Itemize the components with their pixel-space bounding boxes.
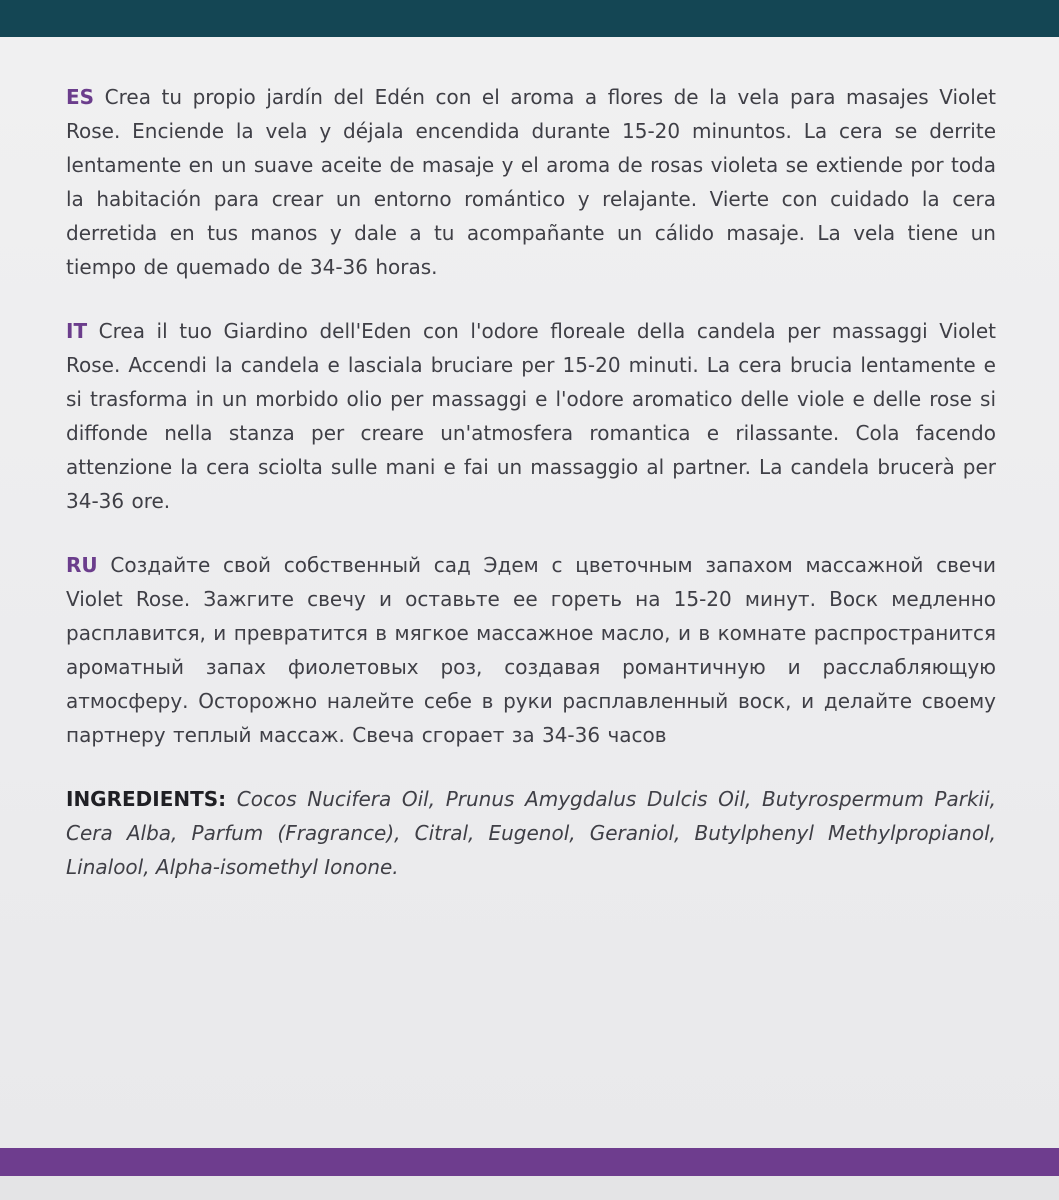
- label-text-content: [66, 80, 996, 884]
- language-code-es: ES: [66, 85, 95, 109]
- paragraph-es: [66, 80, 996, 284]
- ingredients-block: [66, 782, 996, 884]
- paragraph-text-es: Crea tu propio jardín del Edén con el aroma a flores de la vela para masajes Violet Rose. Enciende la vela y déjala encendida durante 15-20 minuntos. La cera se derrite lentamente en un suave aceite de masaje y el aroma de rosas violeta se extiende por toda la habitación para crear un entorno romántico y relajante. Vierte con cuidado la cera derretida en tus manos y dale a tu acompañante un cálido masaje. La vela tiene un tiempo de quemado de 34-36 horas.: [66, 85, 996, 279]
- paragraph-it: [66, 314, 996, 518]
- top-color-band: [0, 0, 1059, 37]
- ingredients-text: Cocos Nucifera Oil, Prunus Amygdalus Dulcis Oil, Butyrospermum Parkii, Cera Alba, Parfum (Fragrance), Citral, Eugenol, Geraniol, Butylphenyl Methylpropianol, Linalool, Alpha-isomethyl Ionone.: [66, 787, 997, 879]
- ingredients-label: INGREDIENTS:: [66, 787, 227, 811]
- paragraph-text-it: Crea il tuo Giardino dell'Eden con l'odore floreale della candela per massaggi Violet Rose. Accendi la candela e lasciala bruciare per 15-20 minuti. La cera brucia lentamente e si trasforma in un morbido olio per massaggi e l'odore aromatico delle viole e delle rose si diffonde nella stanza per creare un'atmosfera romantica e rilassante. Cola facendo attenzione la cera sciolta sulle mani e fai un massaggio al partner. La candela brucerà per 34-36 ore.: [66, 319, 997, 513]
- language-code-it: IT: [66, 319, 88, 343]
- bottom-edge-strip: [0, 1176, 1059, 1200]
- language-code-ru: RU: [66, 553, 98, 577]
- bottom-color-stripe: [0, 1148, 1059, 1176]
- paragraph-text-ru: Создайте свой собственный сад Эдем с цветочным запахом массажной свечи Violet Rose. Зажгите свечу и оставьте ее гореть на 15-20 минут. Воск медленно расплавится, и превратится в мягкое массажное масло, и в комнате распространится ароматный запах фиолетовых роз, создавая романтичную и расслабляющую атмосферу. Осторожно налейте себе в руки расплавленный воск, и делайте своему партнеру теплый массаж. Свеча сгорает за 34-36 часов: [66, 553, 997, 747]
- paragraph-ru: [66, 548, 996, 752]
